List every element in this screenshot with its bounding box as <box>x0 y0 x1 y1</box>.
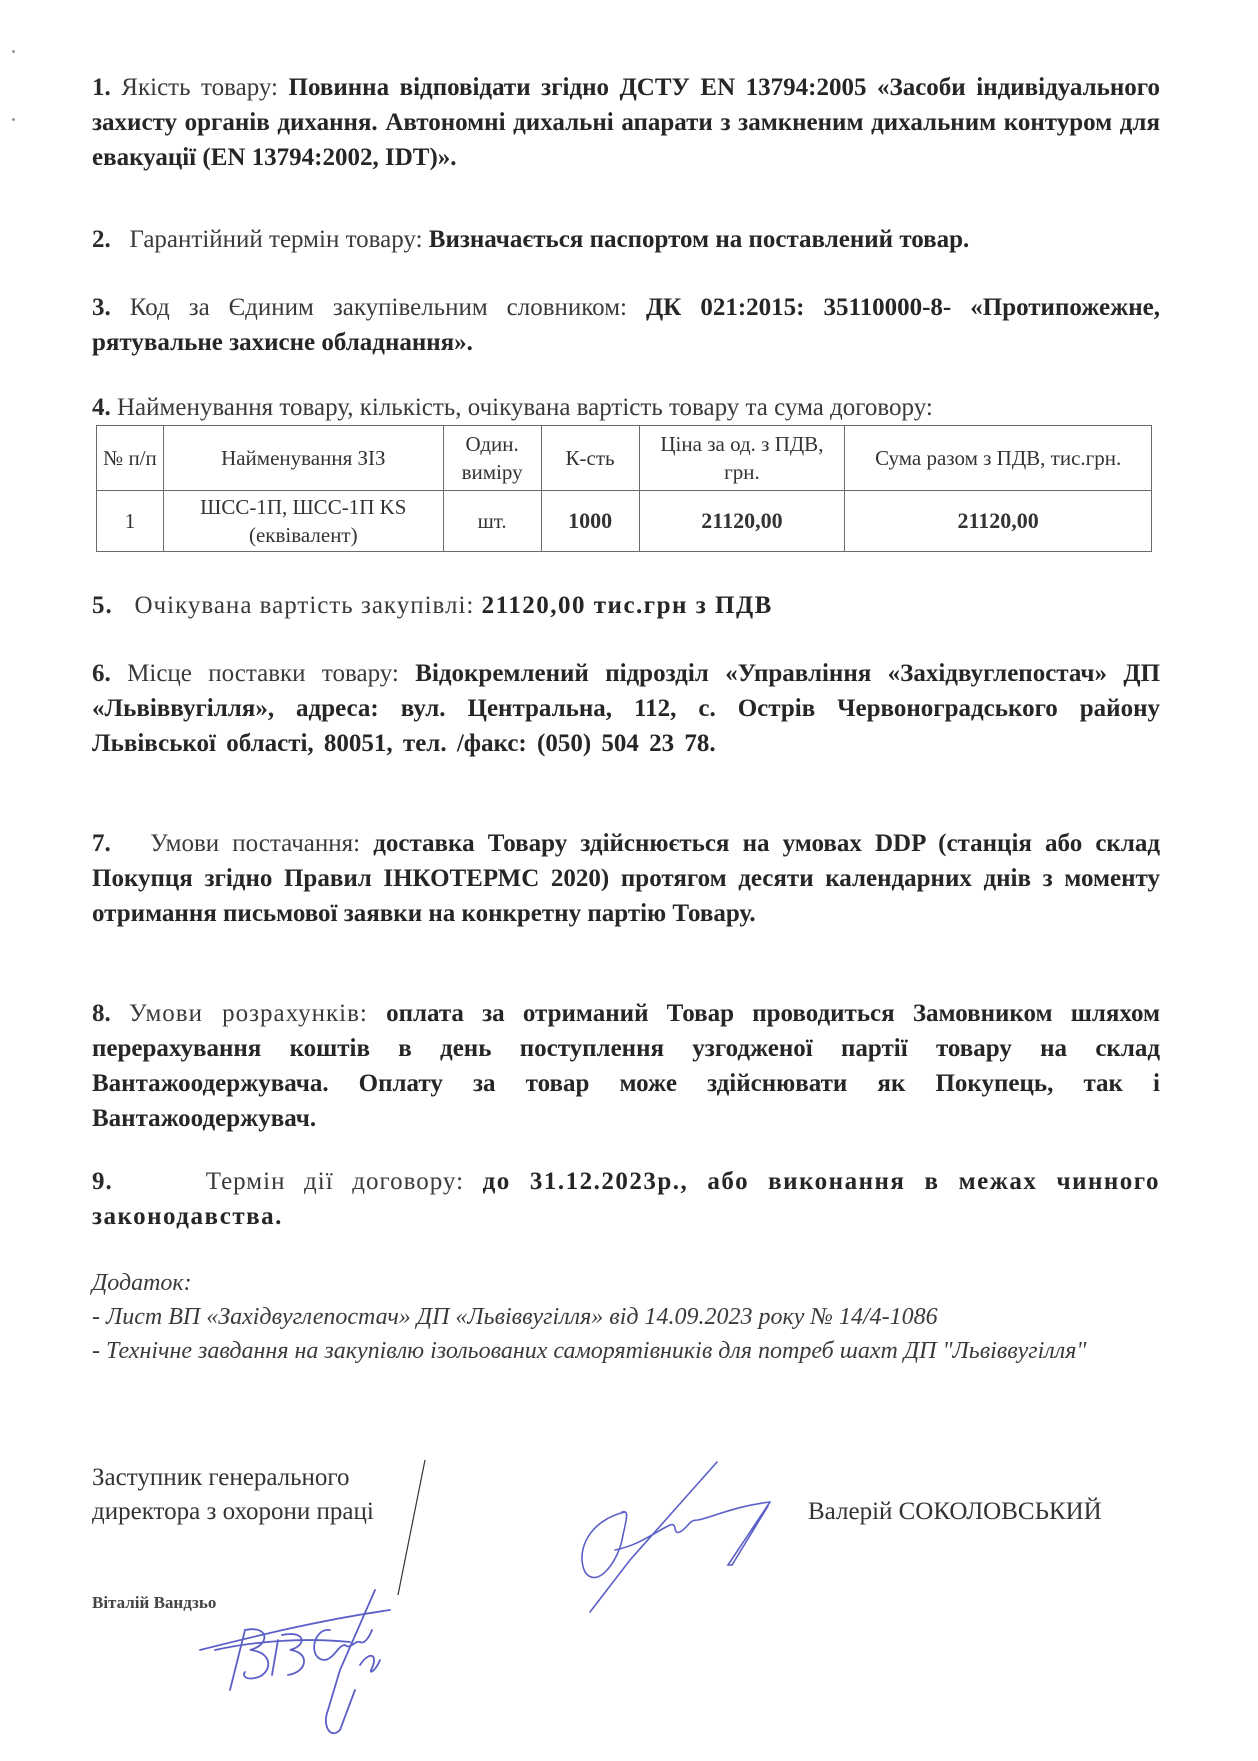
section-payment-terms <box>92 996 1160 1136</box>
cell-name: ШСС-1П, ШСС-1П KS (еквівалент) <box>163 491 443 552</box>
attachment-item: - Лист ВП «Західвуглепостач» ДП «Львіввугілля» від 14.09.2023 року № 14/4-1086 <box>92 1304 938 1330</box>
section-quality <box>92 70 1160 175</box>
section-value: до 31.12.2023р., або виконання в межах чинного законодавства. <box>92 1168 1161 1230</box>
signatory-name: Валерій СОКОЛОВСЬКИЙ <box>808 1498 1102 1525</box>
section-delivery-place <box>92 656 1160 761</box>
section-value: оплата за отриманий Товар проводиться Замовником шляхом перерахування коштів в день поступлення узгодженої партії товару на склад Вантажоодержувача. Оплату за товар може здійснювати як Покупець, так і Вантажоодержувач. <box>92 1000 1160 1132</box>
section-value: Відокремлений підрозділ «Управління «Західвуглепостач» ДП «Львіввугілля», адреса: вул. Центральна, 112, с. Острів Червоноградського району Львівської області, 80051, тел. /факс: (050) 504 23 78. <box>92 660 1161 757</box>
section-expected-cost <box>92 588 1160 623</box>
section-label: Гарантійний термін товару: <box>129 226 423 253</box>
section-goods-heading <box>92 390 1160 425</box>
attachments-title: Додаток: <box>92 1270 192 1296</box>
col-header-unit-price: Ціна за од. з ПДВ, грн. <box>639 426 845 491</box>
section-label: Термін дії договору: <box>205 1168 465 1195</box>
section-contract-term <box>92 1164 1160 1234</box>
section-number: 7. <box>92 830 111 857</box>
scan-speck <box>12 50 15 53</box>
section-label: Умови розрахунків: <box>128 1000 368 1027</box>
position-line-1: Заступник генерального <box>92 1464 350 1491</box>
position-line-2: директора з охорони праці <box>92 1498 374 1525</box>
section-label: Найменування товару, кількість, очікувана вартість товару та сума договору: <box>117 394 933 421</box>
signature-stroke-icon <box>380 1460 440 1600</box>
col-header-number: № п/п <box>97 426 164 491</box>
section-number: 6. <box>92 660 111 687</box>
goods-table <box>96 425 1152 552</box>
section-warranty <box>92 222 1160 257</box>
section-label: Код за Єдиним закупівельним словником: <box>129 294 627 321</box>
col-header-unit: Один. виміру <box>443 426 541 491</box>
attachments <box>92 1266 1160 1368</box>
attachment-item: - Технічне завдання на закупівлю ізольованих саморятівників для потреб шахт ДП "Львіввугілля" <box>92 1338 1087 1364</box>
signatory-position <box>92 1461 374 1529</box>
col-header-name: Найменування ЗІЗ <box>163 426 443 491</box>
section-label: Якість товару: <box>121 74 278 101</box>
section-number: 8. <box>92 1000 111 1027</box>
cell-total: 21120,00 <box>845 491 1152 552</box>
cell-unit-price: 21120,00 <box>639 491 845 552</box>
section-number: 3. <box>92 294 111 321</box>
signature-vandzo-icon <box>200 1590 400 1750</box>
section-label: Місце поставки товару: <box>127 660 399 687</box>
table-header-row <box>97 426 1152 491</box>
section-number: 4. <box>92 394 111 421</box>
section-number: 2. <box>92 226 111 253</box>
section-value: ДК 021:2015: 35110000-8- «Протипожежне, рятувальне захисне обладнання». <box>92 294 1161 356</box>
cell-unit: шт. <box>443 491 541 552</box>
section-value: Визначається паспортом на поставлений товар. <box>428 226 970 253</box>
scan-speck <box>12 118 15 121</box>
section-cpv-code <box>92 290 1160 360</box>
table-row <box>97 491 1152 552</box>
section-number: 5. <box>92 592 113 619</box>
approver-name: Віталій Вандзьо <box>92 1593 217 1612</box>
section-label: Очікувана вартість закупівлі: <box>134 592 475 619</box>
col-header-total: Сума разом з ПДВ, тис.грн. <box>845 426 1152 491</box>
section-value: Повинна відповідати згідно ДСТУ EN 13794:2005 «Засоби індивідуального захисту органів дихання. Автономні дихальні апарати з замкненим дихальним контуром для евакуації (EN 13794:2002, IDT)». <box>92 74 1161 171</box>
col-header-quantity: К-сть <box>541 426 639 491</box>
section-number: 9. <box>92 1168 113 1195</box>
section-value: 21120,00 тис.грн з ПДВ <box>481 592 773 619</box>
cell-number: 1 <box>97 491 164 552</box>
section-delivery-terms <box>92 826 1160 931</box>
signature-sokolovskyi-icon <box>560 1440 780 1610</box>
section-label: Умови постачання: <box>150 830 361 857</box>
section-value: доставка Товару здійснюється на умовах DDP (станція або склад Покупця згідно Правил ІНКОТЕРМС 2020) протягом десяти календарних днів з моменту отримання письмової заявки на конкретну партію Товару. <box>92 830 1161 927</box>
cell-quantity: 1000 <box>541 491 639 552</box>
section-number: 1. <box>92 74 111 101</box>
